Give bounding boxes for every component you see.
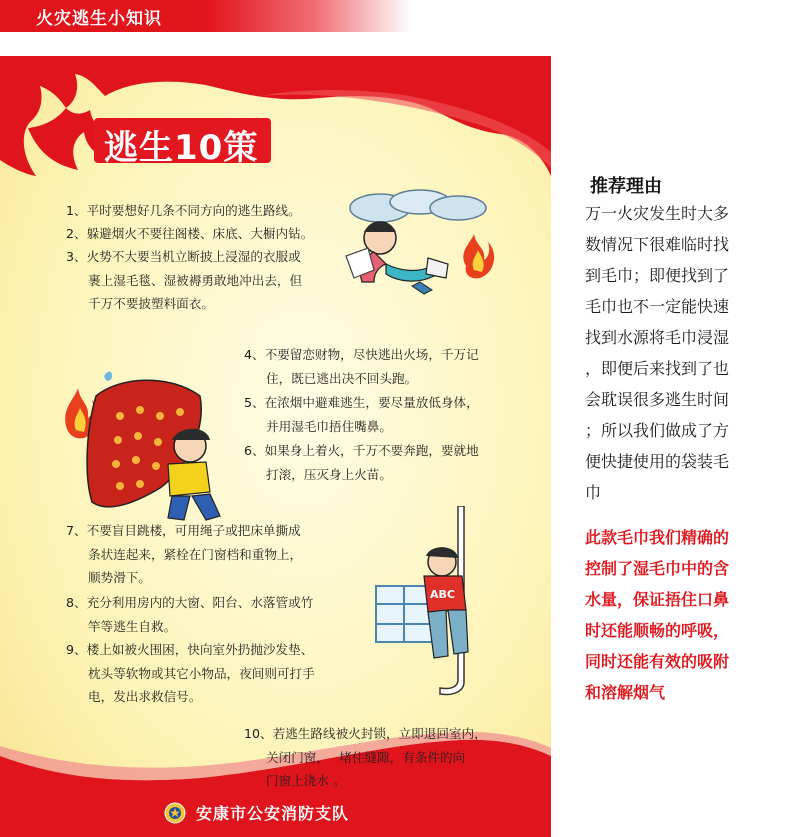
item-4-line-1: 4、不要留恋财物，尽快逃出火场，千万记 [244,347,479,362]
illustration-wrapped-in-blanket [60,356,230,526]
item-10-line-1: 10、若逃生路线被火封锁，立即退回室内， [244,726,487,741]
highlight-line: 和溶解烟气 [585,683,666,702]
item-10 [244,722,487,793]
item-8-line-1: 8、充分利用房内的大窗、阳台、水落管或竹 [66,595,314,610]
reason-body [585,198,760,508]
header-banner [0,0,790,32]
footer-organization: 安康市公安消防支队 [196,804,350,823]
police-emblem-icon [164,802,186,824]
highlight-line: 同时还能有效的吸附 [585,652,730,671]
item-9-line-2: 枕头等软物或其它小物品，夜间则可打手 [88,665,315,681]
reason-title: 推荐理由 [590,176,662,197]
item-10-line-3: 门窗上浇水 。 [266,773,346,788]
illustration-running-through-smoke [340,186,500,296]
highlight-line: 控制了湿毛巾中的含 [585,559,730,578]
item-6-line-1: 6、如果身上着火，千万不要奔跑，要就地 [244,443,479,458]
item-6 [244,439,479,486]
badge-title: 逃生10策 [104,128,259,168]
item-2-line: 2、躲避烟火不要往阁楼、床底、大橱内钻。 [66,226,314,241]
item-5-line-2: 并用湿毛巾捂住嘴鼻。 [266,418,392,434]
reason-line: 到毛巾；即便找到了 [585,266,730,285]
title-badge [94,118,271,168]
item-8-line-2: 竿等逃生自救。 [88,618,177,634]
item-9-line-3: 电，发出求救信号。 [88,689,202,704]
reason-line: ；所以我们做成了方 [585,421,730,440]
item-6-line-2: 打滚，压灭身上火苗。 [266,466,392,482]
item-7-line-1: 7、不要盲目跳楼，可用绳子或把床单撕成 [66,523,301,538]
reason-line: 巾 [585,483,602,502]
item-9-line-1: 9、楼上如被火围困，快向室外扔抛沙发垫、 [66,642,314,657]
item-10-line-2: 关闭门窗， 堵住缝隙，有条件的向 [266,749,466,765]
highlight-line: 时还能顺畅的呼吸， [585,621,730,640]
highlight-line: 水量，保证捂住口鼻 [585,590,730,609]
item-4 [244,343,479,390]
item-5-line-1: 5、在浓烟中避难逃生，要尽量放低身体， [244,395,479,410]
item-3-line-3: 千万不要披塑料面衣。 [88,296,214,311]
crouching-person-figure [168,429,220,520]
item-5 [244,391,479,438]
item-7 [66,519,302,590]
running-person-figure [361,222,449,294]
shirt-text: ABC [430,588,455,601]
reason-line: 找到水源将毛巾浸湿 [585,328,730,347]
illustration-climbing-down-pipe [372,506,492,706]
item-3 [66,245,302,316]
reason-highlight [585,522,760,708]
item-1 [66,199,301,223]
item-8 [66,591,313,638]
escape-poster [0,56,551,837]
item-3-line-1: 3、火势不大要当机立断披上浸湿的衣服或 [66,249,301,264]
item-2 [66,222,313,246]
item-3-line-2: 裹上湿毛毯、湿被褥勇敢地冲出去，但 [88,272,303,288]
sweat-drop-icon [104,372,112,381]
item-7-line-3: 顺势滑下。 [88,570,151,585]
header-title: 火灾逃生小知识 [36,9,162,29]
highlight-line: 此款毛巾我们精确的 [585,528,730,547]
item-7-line-2: 条状连起来，紧栓在门窗档和重物上， [88,546,303,562]
reason-line: ，即便后来找到了也 [585,359,730,378]
smoke-cloud-icon [350,190,486,222]
reason-line: 数情况下很难临时找 [585,235,730,254]
item-9 [66,638,315,709]
item-1-line: 1、平时要想好几条不同方向的逃生路线。 [66,203,301,218]
flame-icon [463,234,494,278]
reason-line: 万一火灾发生时大多 [585,204,730,223]
window-icon [376,586,432,642]
reason-line: 便快捷使用的袋装毛 [585,452,730,471]
reason-line: 毛巾也不一定能快速 [585,297,730,316]
reason-line: 会耽误很多逃生时间 [585,390,730,409]
item-4-line-2: 住，既已逃出决不回头跑。 [266,370,418,386]
